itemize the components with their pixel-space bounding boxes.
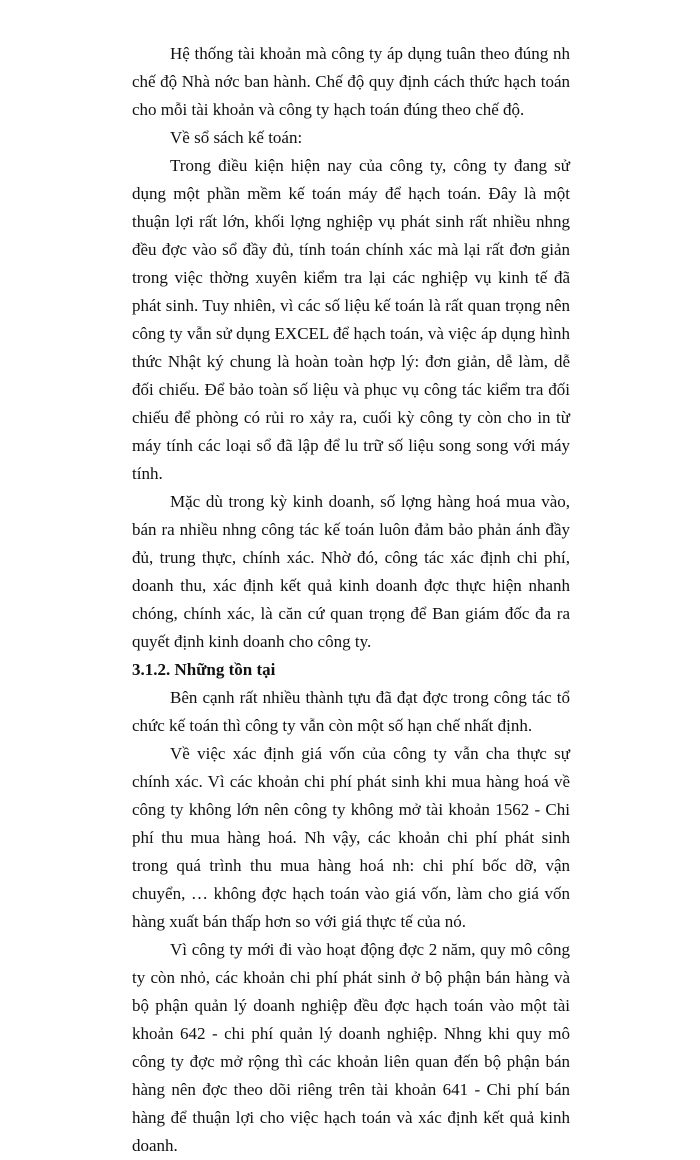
section-heading: 3.1.2. Những tồn tại [132,660,276,679]
paragraph-account-system: Hệ thống tài khoản mà công ty áp dụng tuân theo đúng nh chế độ Nhà nớc ban hành. Chế độ quy định cách thức hạch toán cho mỗi tài khoản và công ty hạch toán đúng theo chế độ. [132,44,570,119]
document-page [132,40,570,1160]
paragraph-expense-accounts: Vì công ty mới đi vào hoạt động đợc 2 năm, quy mô công ty còn nhỏ, các khoản chi phí phát sinh ở bộ phận bán hàng và bộ phận quản lý doanh nghiệp đều đợc hạch toán vào một tài khoản 642 - chi phí quản lý doanh nghiệp. Nhng khi quy mô công ty đợc mở rộng thì các khoản liên quan đến bộ phận bán hàng nên đợc theo dõi riêng trên tài khoản 641 - Chi phí bán hàng để thuận lợi cho việc hạch toán và xác định kết quả kinh doanh. [132,940,570,1155]
paragraph-limitations-intro: Bên cạnh rất nhiều thành tựu đã đạt đợc trong công tác tổ chức kế toán thì công ty vẫn còn một số hạn chế nhất định. [132,688,570,735]
paragraph-accuracy: Mặc dù trong kỳ kinh doanh, số lợng hàng hoá mua vào, bán ra nhiều nhng công tác kế toán luôn đảm bảo phản ánh đầy đủ, trung thực, chính xác. Nhờ đó, công tác xác định chi phí, doanh thu, xác định kết quả kinh doanh đợc thực hiện nhanh chóng, chính xác, là căn cứ quan trọng để Ban giám đốc đa ra quyết định kinh doanh cho công ty. [132,492,570,651]
paragraph-cost-of-goods: Về việc xác định giá vốn của công ty vẫn cha thực sự chính xác. Vì các khoản chi phí phát sinh khi mua hàng hoá về công ty không lớn nên công ty không mở tài khoản 1562 - Chi phí thu mua hàng hoá. Nh vậy, các khoản chi phí phát sinh trong quá trình thu mua hàng hoá nh: chi phí bốc dỡ, vận chuyển, … không đợc hạch toán vào giá vốn, làm cho giá vốn hàng xuất bán thấp hơn so với giá thực tế của nó. [132,744,570,931]
paragraph-bookkeeping-label: Về sổ sách kế toán: [170,128,303,147]
paragraph-software-usage: Trong điều kiện hiện nay của công ty, công ty đang sử dụng một phần mềm kế toán máy để hạch toán. Đây là một thuận lợi rất lớn, khối lợng nghiệp vụ phát sinh rất nhiều nhng đều đợc vào sổ đầy đủ, tính toán chính xác mà lại rất đơn giản trong việc thờng xuyên kiểm tra lại các nghiệp vụ kinh tế đã phát sinh. Tuy nhiên, vì các số liệu kế toán là rất quan trọng nên công ty vẫn sử dụng EXCEL để hạch toán, và việc áp dụng hình thức Nhật ký chung là hoàn toàn hợp lý: đơn giản, dễ làm, dễ đối chiếu. Để bảo toàn số liệu và phục vụ công tác kiểm tra đối chiếu để phòng có rủi ro xảy ra, cuối kỳ công ty còn cho in từ máy tính các loại sổ đã lập để lu trữ số liệu song song với máy tính. [132,156,570,483]
